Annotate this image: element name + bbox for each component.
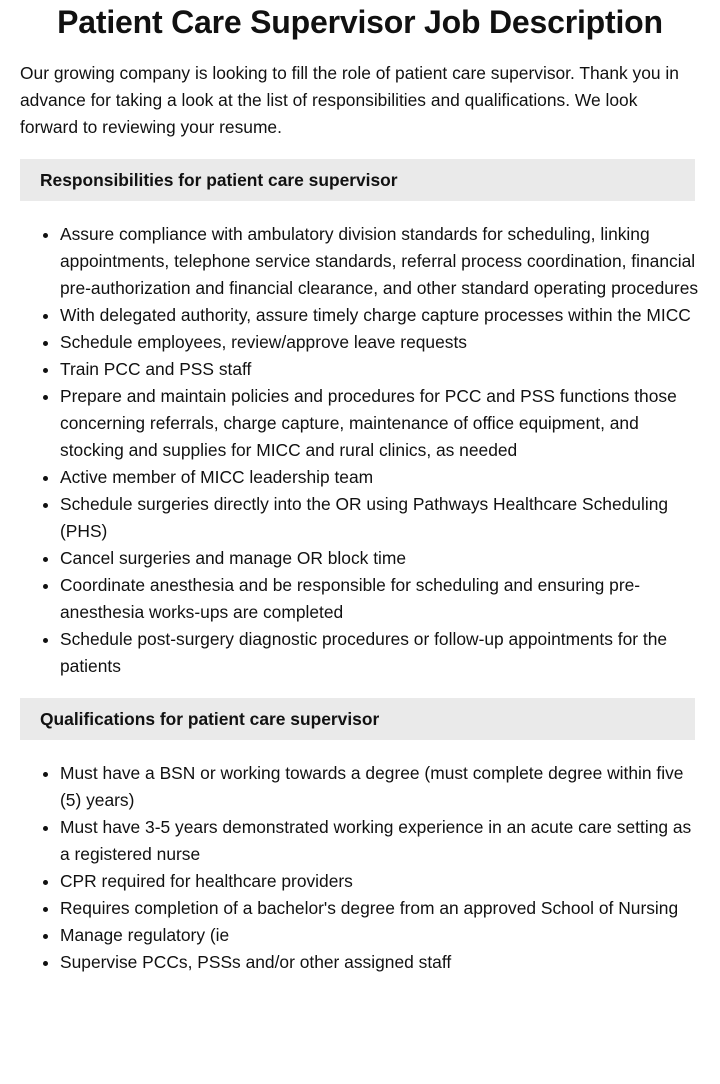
list-item: • Requires completion of a bachelor's degree from an approved School of Nursing: [60, 895, 700, 922]
list-item: • Supervise PCCs, PSSs and/or other assigned staff: [60, 949, 700, 976]
list-item: • Manage regulatory (ie: [60, 922, 700, 949]
list-item: • Active member of MICC leadership team: [60, 464, 700, 491]
list-item: • Schedule surgeries directly into the OR using Pathways Healthcare Scheduling (PHS): [60, 491, 700, 545]
responsibilities-list: [20, 221, 700, 680]
list-item: • Cancel surgeries and manage OR block time: [60, 545, 700, 572]
list-item: • Must have 3-5 years demonstrated working experience in an acute care setting as a registered nurse: [60, 814, 700, 868]
responsibilities-heading: Responsibilities for patient care supervisor: [20, 159, 695, 201]
list-item: • With delegated authority, assure timely charge capture processes within the MICC: [60, 302, 700, 329]
list-item: • Schedule employees, review/approve leave requests: [60, 329, 700, 356]
list-item: • Assure compliance with ambulatory division standards for scheduling, linking appointments, telephone service standards, referral process coordination, financial pre-authorization and financial clearance, and other standard operating procedures: [60, 221, 700, 302]
list-item: • Prepare and maintain policies and procedures for PCC and PSS functions those concerning referrals, charge capture, maintenance of office equipment, and stocking and supplies for MICC and rural clinics, as needed: [60, 383, 700, 464]
list-item: • CPR required for healthcare providers: [60, 868, 700, 895]
list-item: • Must have a BSN or working towards a degree (must complete degree within five (5) years): [60, 760, 700, 814]
list-item: • Train PCC and PSS staff: [60, 356, 700, 383]
list-item: • Coordinate anesthesia and be responsible for scheduling and ensuring pre-anesthesia works-ups are completed: [60, 572, 700, 626]
qualifications-heading: Qualifications for patient care supervisor: [20, 698, 695, 740]
page-title: Patient Care Supervisor Job Description: [57, 4, 663, 40]
intro-paragraph: Our growing company is looking to fill the role of patient care supervisor. Thank you in advance for taking a look at the list of responsibilities and qualifications. We look forward to reviewing your resume.: [20, 63, 679, 137]
list-item: • Schedule post-surgery diagnostic procedures or follow-up appointments for the patients: [60, 626, 700, 680]
qualifications-list: [20, 760, 700, 976]
